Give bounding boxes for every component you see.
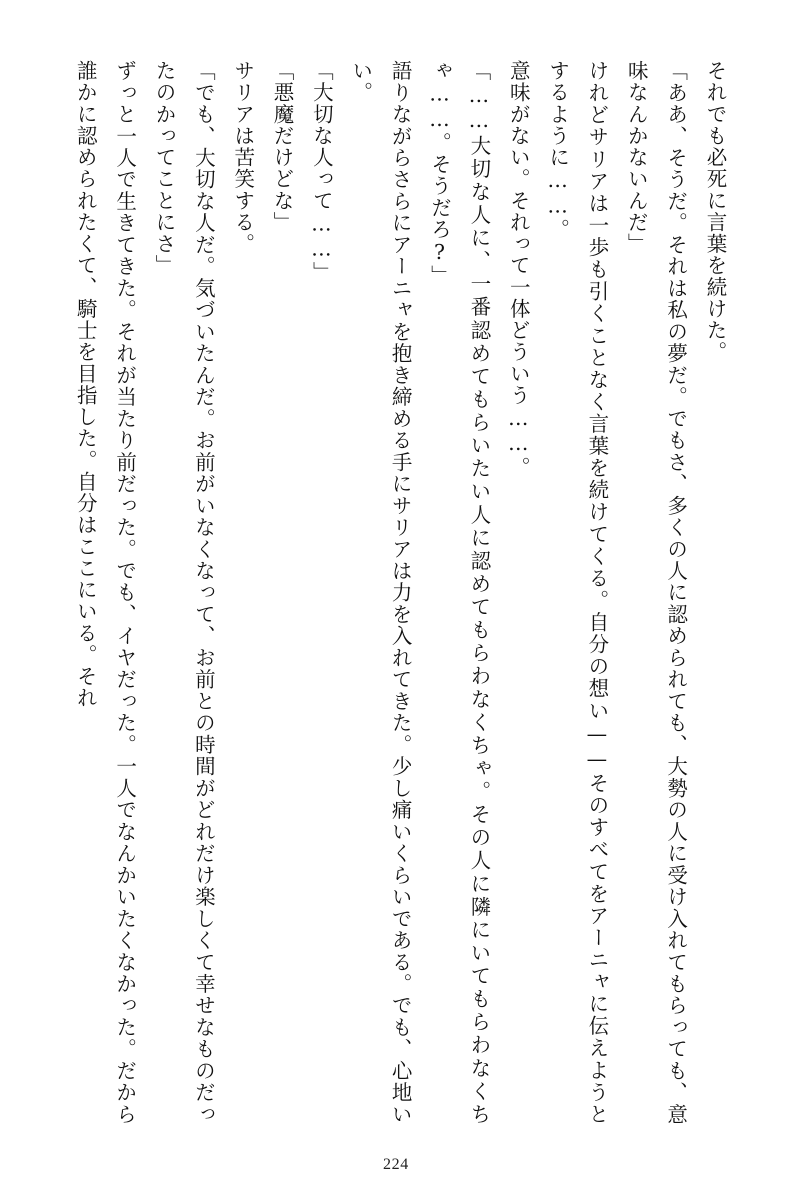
paragraph: ずっと一人で生きてきた。それが当たり前だった。でも、イヤだった。一人でなんかいたくなかった。だから誰かに認められたくて、騎士を目指した。自分はここにいる。それ: [73, 60, 137, 1125]
paragraph: けれどサリアは一歩も引くことなく言葉を続けてくる。自分の想い——そのすべてをアーニャに伝えようとするように……。: [545, 60, 609, 1125]
paragraph: それでも必死に言葉を続けた。: [703, 60, 727, 363]
paragraph: 意味がない。それって一体どういう……。: [506, 60, 531, 478]
paragraph: 「悪魔だけどな」: [270, 60, 295, 234]
paragraph: サリアは苦笑する。: [230, 60, 255, 255]
paragraph: 語りながらさらにアーニャを抱き締める手にサリアは力を入れてきた。少し痛いくらいである。でも、心地いい。: [348, 60, 413, 1125]
paragraph: 「大切な人って……」: [309, 60, 334, 284]
vertical-text-body: [58, 60, 734, 1125]
page-number: 224: [383, 1156, 409, 1173]
paragraph: 「ああ、そうだ。それは私の夢だ。でもさ、多くの人に認められても、大勢の人に受け入れてもらっても、意味なんかないんだ」: [624, 60, 688, 1125]
paragraph: 「……大切な人に、一番認めてもらいたい人に認めてもらわなくちゃ。その人に隣にいてもらわなくちゃ……。そうだろ?」: [427, 60, 491, 1125]
paragraph: 「でも、大切な人だ。気づいたんだ。お前がいなくなって、お前との時間がどれだけ楽しくて幸せなものだったのかってことにさ」: [151, 60, 216, 1125]
